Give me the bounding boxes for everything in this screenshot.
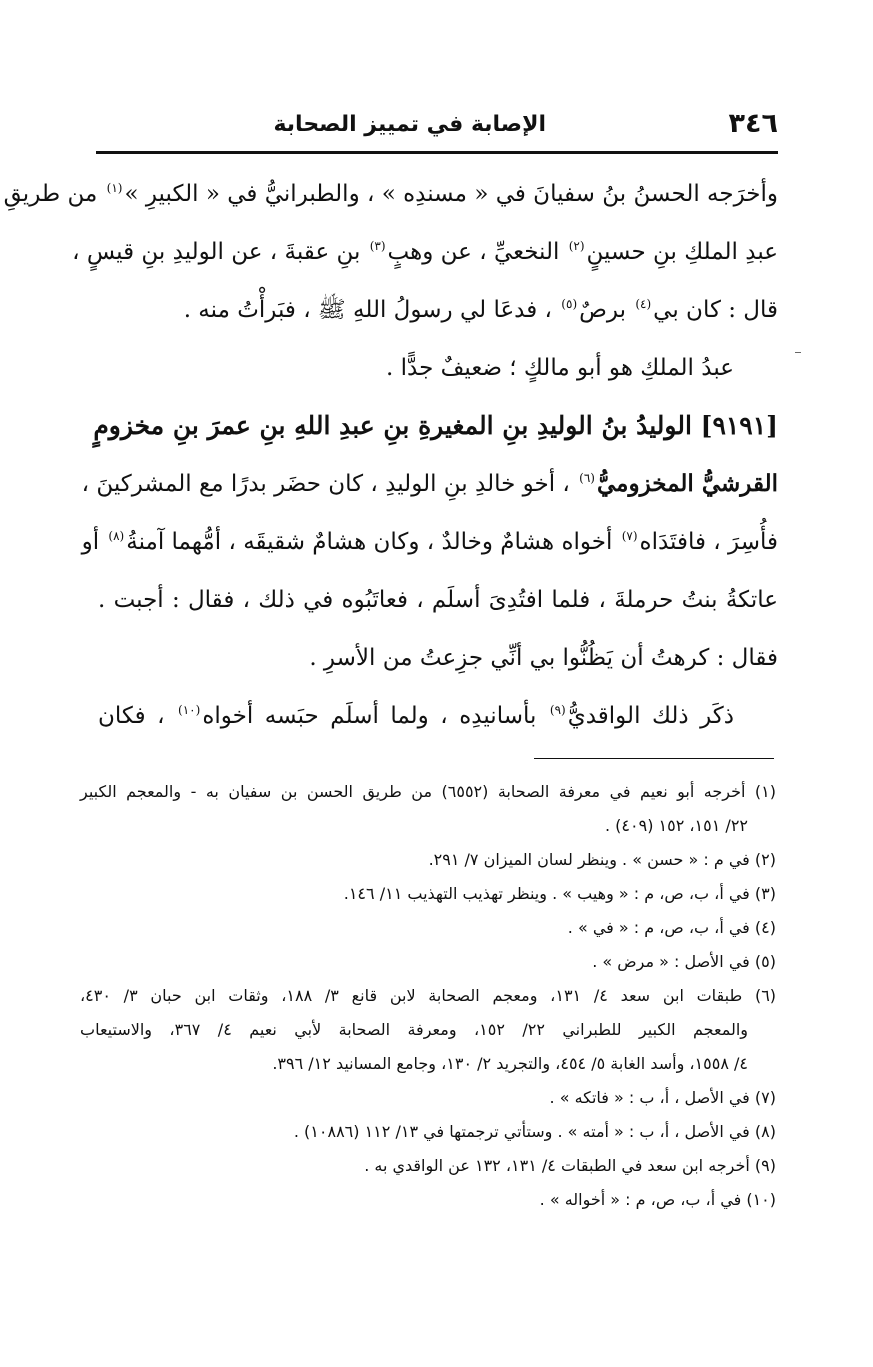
text-line: القرشيُّ المخزوميُّ$^{(٦)}$ ، أخو خالدِ بنِ الوليدِ ، كان حضَر بدرًا مع المشركينَ ،	[81, 470, 778, 497]
text-line: ذكَر ذلك الواقديُّ$^{(٩)}$ بأسانيدِه ، ولما أسلَم حبَسه أخواه$^{(١٠)}$ ، فكان	[98, 703, 734, 729]
footnote-ref[interactable]: (٩)	[549, 703, 566, 718]
entry-heading: [٩١٩١] الوليدُ بنُ الوليدِ بنِ المغيرةِ بنِ عبدِ اللهِ بنِ عمرَ بنِ مخزومٍ	[93, 411, 778, 440]
page-header	[98, 108, 778, 144]
footnote-ref[interactable]: (٤)	[635, 297, 652, 312]
text-line: وأخرَجه الحسنُ بنُ سفيانَ في « مسندِه » ، والطبرانيُّ في « الكبيرِ »$^{(١)}$ من طريقِ	[3, 181, 778, 207]
margin-mark	[795, 352, 801, 353]
footnote: (٩) أخرجه ابن سعد في الطبقات ٤/ ١٣١، ١٣٢ عن الواقدي به .	[364, 1156, 776, 1175]
running-title: الإصابة في تمييز الصحابة	[273, 112, 546, 137]
footnote-ref[interactable]: (٨)	[108, 529, 125, 544]
footnote: (١٠) في أ، ب، ص، م : « أخواله » .	[539, 1190, 776, 1209]
text-line: عاتكةُ بنتُ حرملةَ ، فلما افتُدِىَ أسلَم ، فعاتَبُوه في ذلك ، فقال : أجبت .	[98, 587, 778, 613]
page-number: ٣٤٦	[728, 108, 778, 139]
footnote: (٨) في الأصل ، أ، ب : « أمته » . وستأتي ترجمتها في ١٣/ ١١٢ (١٠٨٨٦) .	[293, 1122, 776, 1141]
footnote-rule	[534, 758, 774, 759]
text-line: فأُسِرَ ، فافتَدَاه$^{(٧)}$ أخواه هشامٌ وخالدٌ ، وكان هشامٌ شقيقَه ، أمُّهما آمنةُ$^{(٨)}$ أو	[81, 529, 778, 555]
main-text	[3, 165, 778, 745]
footnote: (١) أخرجه أبو نعيم في معرفة الصحابة (٦٥٥٢) من طريق الحسن بن سفيان به - والمعجم الكبير	[80, 782, 777, 801]
footnote: (٢) في م : « حسن » . وينظر لسان الميزان ٧/ ٢٩١.	[428, 850, 776, 869]
footnote-ref[interactable]: (٥)	[561, 297, 578, 312]
footnote: (٣) في أ، ب، ص، م : « وهيب » . وينظر تهذيب التهذيب ١١/ ١٤٦.	[343, 884, 776, 903]
footnote-ref[interactable]: (٢)	[568, 239, 585, 254]
footnote: (٧) في الأصل ، أ، ب : « فاتكه » .	[549, 1088, 776, 1107]
footnote-ref[interactable]: (١)	[106, 181, 123, 196]
footnote-ref[interactable]: (٣)	[369, 239, 386, 254]
text-line: عبدِ الملكِ بنِ حسينٍ$^{(٢)}$ النخعيِّ ، عن وهبٍ$^{(٣)}$ بنِ عقبةَ ، عن الوليدِ بنِ قيسٍ ،	[72, 239, 778, 265]
footnote-continuation: ٢٢/ ١٥١، ١٥٢ (٤٠٩) .	[604, 816, 748, 835]
text-line: عبدُ الملكِ هو أبو مالكٍ ؛ ضعيفٌ جدًّا .	[386, 355, 734, 381]
footnotes	[80, 775, 776, 1217]
footnote-ref[interactable]: (١٠)	[178, 703, 201, 718]
header-rule	[96, 151, 778, 154]
footnote: (٦) طبقات ابن سعد ٤/ ١٣١، ومعجم الصحابة لابن قانع ٣/ ١٨٨، وثقات ابن حبان ٣/ ٤٣٠،	[80, 986, 777, 1005]
footnote-continuation: والمعجم الكبير للطبراني ٢٢/ ١٥٢، ومعرفة الصحابة لأبي نعيم ٤/ ٣٦٧، والاستيعاب	[80, 1020, 749, 1039]
text-line: قال : كان بي$^{(٤)}$ برصٌ$^{(٥)}$ ، فدعَا لي رسولُ اللهِ ﷺ ، فبَرأْتُ منه .	[183, 297, 778, 323]
footnote-ref[interactable]: (٦)	[579, 471, 595, 486]
footnote: (٤) في أ، ب، ص، م : « في » .	[567, 918, 776, 937]
text-line: فقال : كرهتُ أن يَظُنُّوا بي أنِّي جزِعتُ من الأسرِ .	[309, 645, 778, 671]
footnote: (٥) في الأصل : « مرض » .	[592, 952, 776, 971]
footnote-continuation: ٤/ ١٥٥٨، وأسد الغابة ٥/ ٤٥٤، والتجريد ٢/ ١٣٠، وجامع المسانيد ١٢/ ٣٩٦.	[272, 1054, 748, 1073]
footnote-ref[interactable]: (٧)	[621, 529, 638, 544]
